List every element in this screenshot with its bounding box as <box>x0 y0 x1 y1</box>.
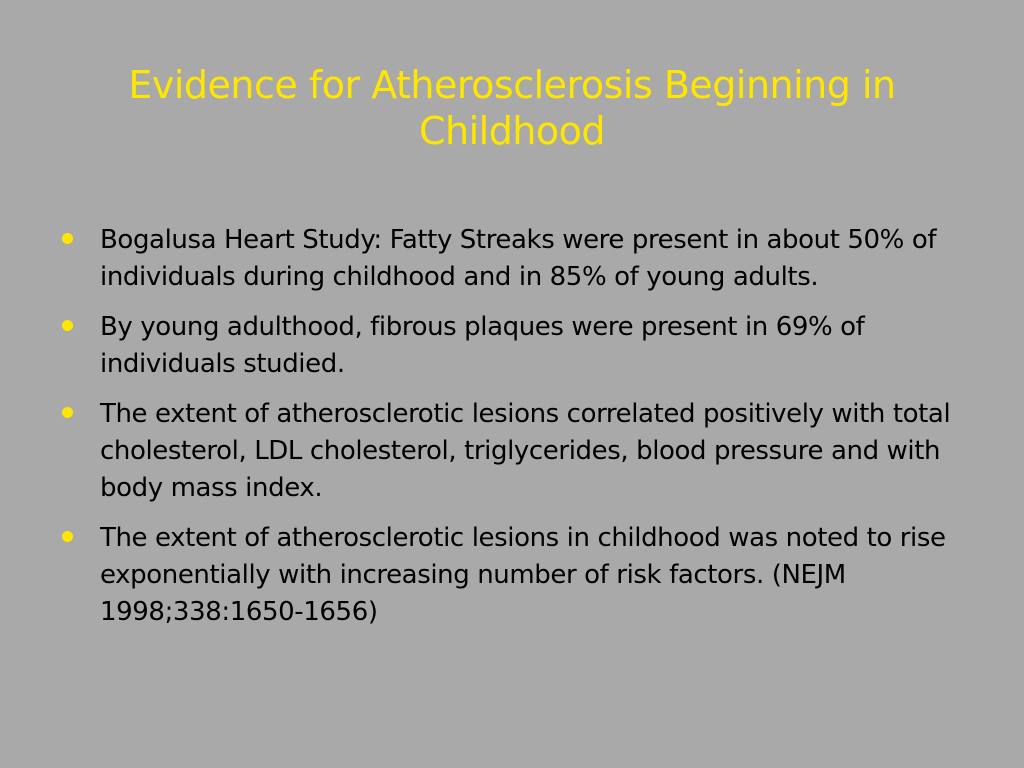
bullet-text: Bogalusa Heart Study: Fatty Streaks were present in about 50% of individuals during childhood and in 85% of young adults. <box>100 225 937 292</box>
bullet-item <box>62 520 967 631</box>
bullet-dot-icon <box>62 407 73 418</box>
bullet-item <box>62 396 967 507</box>
bullet-dot-icon <box>62 320 73 331</box>
bullet-text: The extent of atherosclerotic lesions correlated positively with total cholesterol, LDL cholesterol, triglycerides, blood pressure and with body mass index. <box>100 399 951 503</box>
bullet-dot-icon <box>62 531 73 542</box>
bullet-item <box>62 309 967 383</box>
bullet-list <box>62 222 967 644</box>
slide-title: Evidence for Atherosclerosis Beginning in Childhood <box>128 63 896 153</box>
bullet-text: By young adulthood, fibrous plaques were present in 69% of individuals studied. <box>100 312 865 379</box>
bullet-text: The extent of atherosclerotic lesions in childhood was noted to rise exponentially with increasing number of risk factors. (NEJM 1998;338:1650-1656) <box>100 523 946 627</box>
bullet-dot-icon <box>62 233 73 244</box>
bullet-item <box>62 222 967 296</box>
